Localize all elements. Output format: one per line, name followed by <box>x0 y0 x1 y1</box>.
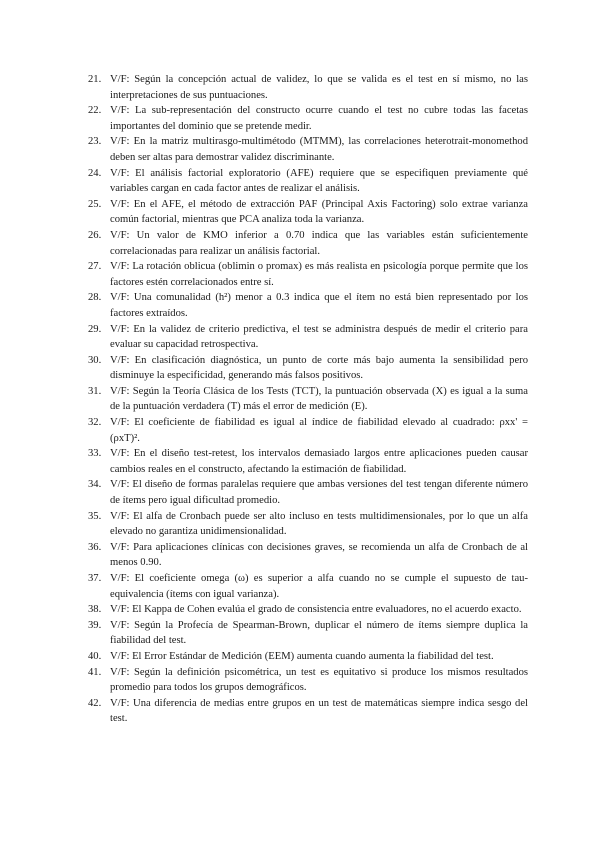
question-number: 28. <box>88 292 102 304</box>
question-item-23 <box>88 134 528 165</box>
question-text: V/F: El coeficiente omega (ω) es superior a alfa cuando no se cumple el supuesto de tau-equivalencia (ítems con igual varianza). <box>110 573 528 600</box>
question-text: V/F: La sub-representación del constructo ocurre cuando el test no cubre todas las facetas importantes del dominio que se pretende medir. <box>110 105 528 132</box>
question-text: V/F: Según la definición psicométrica, un test es equitativo si produce los mismos resultados promedio para todos los grupos demográficos. <box>110 666 528 694</box>
question-number: 35. <box>88 510 102 522</box>
question-item-24 <box>88 166 528 197</box>
question-number: 32. <box>88 417 102 429</box>
question-item-21 <box>88 72 528 103</box>
question-number: 26. <box>88 229 102 241</box>
question-number: 38. <box>88 604 102 616</box>
question-number: 33. <box>88 448 102 460</box>
question-item-42 <box>88 696 528 727</box>
question-number: 27. <box>88 261 102 273</box>
question-number: 40. <box>88 650 102 662</box>
question-item-39 <box>88 618 528 649</box>
question-item-25 <box>88 197 528 228</box>
question-number: 24. <box>88 167 102 179</box>
question-item-28 <box>88 290 528 321</box>
question-text: V/F: El alfa de Cronbach puede ser alto incluso en tests multidimensionales, por lo que un alfa elevado no garantiza unidimensionalidad. <box>110 510 528 538</box>
question-number: 41. <box>88 666 102 678</box>
question-text: V/F: El coeficiente de fiabilidad es igual al índice de fiabilidad elevado al cuadrado: ρxx' = (ρxT)². <box>110 417 528 444</box>
question-text: V/F: En clasificación diagnóstica, un punto de corte más bajo aumenta la sensibilidad pero disminuye la especificidad, generando más falsos positivos. <box>110 354 528 382</box>
question-number: 22. <box>88 105 102 117</box>
question-text: V/F: Una comunalidad (h²) menor a 0.3 indica que el ítem no está bien representado por los factores extraídos. <box>110 292 528 319</box>
question-text: V/F: Según la concepción actual de validez, lo que se valida es el test en sí mismo, no las interpretaciones de sus puntuaciones. <box>110 74 528 101</box>
question-text: V/F: Según la Teoría Clásica de los Tests (TCT), la puntuación observada (X) es igual a la suma de la puntuación verdadera (T) más el error de medición (E). <box>110 385 528 413</box>
question-item-38 <box>88 602 528 618</box>
question-item-34 <box>88 477 528 508</box>
question-text: V/F: En el AFE, el método de extracción PAF (Principal Axis Factoring) solo extrae varianza común factorial, mientras que PCA analiza toda la varianza. <box>110 198 528 226</box>
question-text: V/F: El análisis factorial exploratorio (AFE) requiere que se especifiquen previamente qué variables cargan en cada factor antes de realizar el análisis. <box>110 167 528 195</box>
question-list <box>88 72 528 727</box>
question-item-41 <box>88 665 528 696</box>
question-number: 30. <box>88 354 102 366</box>
question-text: V/F: El Kappa de Cohen evalúa el grado de consistencia entre evaluadores, no el acuerdo exacto. <box>110 604 522 616</box>
question-number: 25. <box>88 198 102 210</box>
question-text: V/F: El diseño de formas paralelas requiere que ambas versiones del test tengan diferente número de ítems pero igual dificultad promedio. <box>110 479 528 507</box>
question-text: V/F: Para aplicaciones clínicas con decisiones graves, se recomienda un alfa de Cronbach de al menos 0.90. <box>110 541 528 569</box>
question-item-29 <box>88 322 528 353</box>
question-item-32 <box>88 415 528 446</box>
question-item-37 <box>88 571 528 602</box>
question-number: 37. <box>88 573 102 584</box>
question-item-22 <box>88 103 528 134</box>
question-item-40 <box>88 649 528 665</box>
question-text: V/F: En la matriz multirasgo-multimétodo (MTMM), las correlaciones heterotrait-monomethod deben ser altas para demostrar validez discriminante. <box>110 136 528 163</box>
question-item-35 <box>88 509 528 540</box>
question-number: 34. <box>88 479 102 491</box>
question-text: V/F: Una diferencia de medias entre grupos en un test de matemáticas siempre indica sesgo del test. <box>110 697 528 725</box>
question-number: 23. <box>88 136 102 148</box>
question-item-36 <box>88 540 528 571</box>
question-number: 29. <box>88 323 102 335</box>
question-item-27 <box>88 259 528 290</box>
question-text: V/F: El Error Estándar de Medición (EEM) aumenta cuando aumenta la fiabilidad del test. <box>110 650 494 662</box>
question-text: V/F: En la validez de criterio predictiva, el test se administra después de medir el criterio para evaluar su capacidad retrospectiva. <box>110 323 528 351</box>
question-number: 39. <box>88 619 102 631</box>
question-text: V/F: En el diseño test-retest, los intervalos demasiado largos entre aplicaciones pueden causar cambios reales en el constructo, afectando la estimación de fiabilidad. <box>110 448 528 475</box>
question-text: V/F: Un valor de KMO inferior a 0.70 indica que las variables están suficientemente correlacionadas para realizar un análisis factorial. <box>110 229 528 257</box>
question-number: 36. <box>88 541 102 553</box>
question-number: 21. <box>88 74 102 85</box>
question-item-26 <box>88 228 528 259</box>
question-number: 31. <box>88 385 102 397</box>
question-text: V/F: Según la Profecía de Spearman-Brown, duplicar el número de ítems siempre duplica la fiabilidad del test. <box>110 619 528 647</box>
question-text: V/F: La rotación oblicua (oblimin o promax) es más realista en psicología porque permite que los factores estén correlacionados entre sí. <box>110 261 528 288</box>
question-number: 42. <box>88 697 102 709</box>
question-item-31 <box>88 384 528 415</box>
question-item-33 <box>88 446 528 477</box>
question-item-30 <box>88 353 528 384</box>
